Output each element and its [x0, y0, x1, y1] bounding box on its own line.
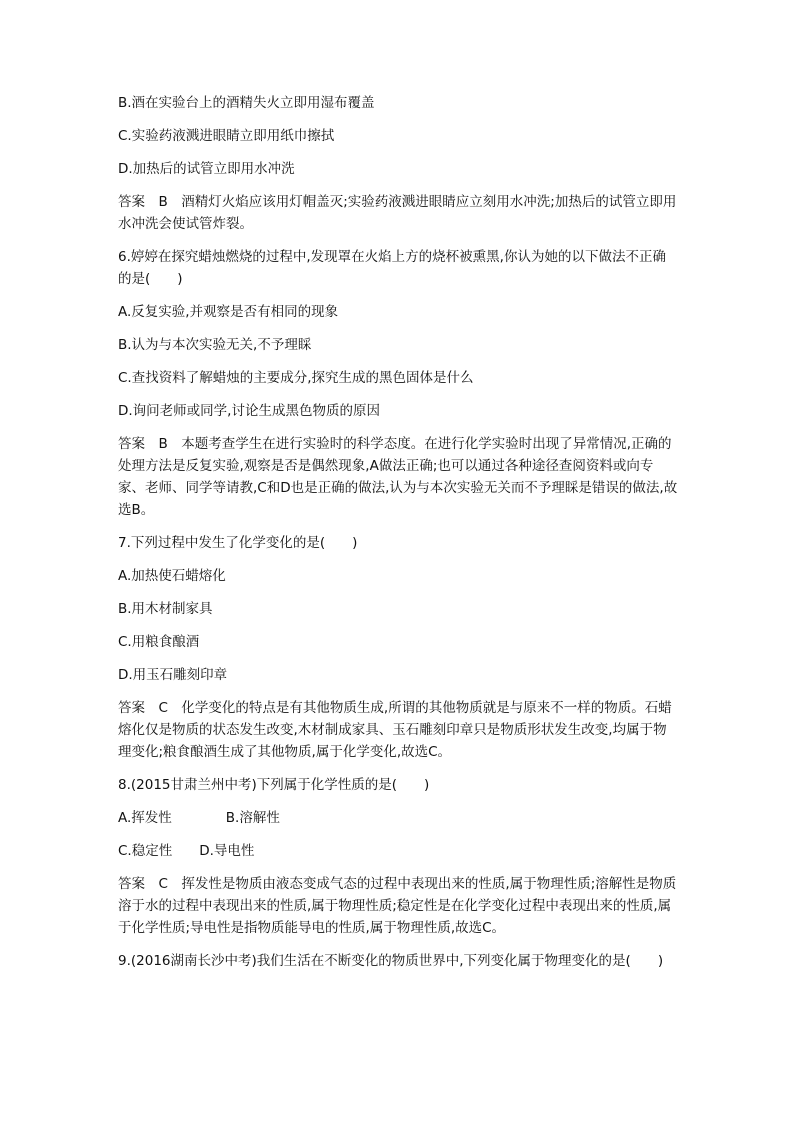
option-line: C.查找资料了解蜡烛的主要成分,探究生成的黑色固体是什么: [118, 370, 474, 386]
option-line: D.用玉石雕刻印章: [118, 667, 228, 683]
option-line: D.加热后的试管立即用水冲洗: [118, 161, 295, 177]
option-line: A.反复实验,并观察是否有相同的现象: [118, 304, 339, 320]
option-line: A.加热使石蜡熔化: [118, 568, 226, 584]
question-line: 7.下列过程中发生了化学变化的是( ): [118, 535, 358, 551]
option-line: C.用粮食酿酒: [118, 634, 200, 650]
option-line: D.询问老师或同学,讨论生成黑色物质的原因: [118, 403, 380, 419]
question-line: 6.婷婷在探究蜡烛燃烧的过程中,发现罩在火焰上方的烧杯被熏黑,你认为她的以下做法不正确的是( ): [118, 249, 666, 287]
answer-paragraph: 答案 C 化学变化的特点是有其他物质生成,所谓的其他物质就是与原来不一样的物质。石蜡熔化仅是物质的状态发生改变,木材制成家具、玉石雕刻印章只是物质形状发生改变,均属于物理变化;粮食酿酒生成了其他物质,属于化学变化,故选C。: [118, 700, 672, 760]
document-page: [118, 92, 678, 983]
option-line: B.酒在实验台上的酒精失火立即用湿布覆盖: [118, 95, 375, 111]
question-line: 9.(2016湖南长沙中考)我们生活在不断变化的物质世界中,下列变化属于物理变化的是( ): [118, 953, 664, 969]
option-line: A.挥发性 B.溶解性: [118, 810, 280, 826]
option-line: C.实验药液溅进眼睛立即用纸巾擦拭: [118, 128, 335, 144]
question-line: 8.(2015甘肃兰州中考)下列属于化学性质的是( ): [118, 777, 430, 793]
answer-paragraph: 答案 C 挥发性是物质由液态变成气态的过程中表现出来的性质,属于物理性质;溶解性是物质溶于水的过程中表现出来的性质,属于物理性质;稳定性是在化学变化过程中表现出来的性质,属于化学性质;导电性是指物质能导电的性质,属于物理性质,故选C。: [118, 876, 677, 936]
answer-paragraph: 答案 B 酒精灯火焰应该用灯帽盖灭;实验药液溅进眼睛应立刻用水冲洗;加热后的试管立即用水冲洗会使试管炸裂。: [118, 194, 677, 232]
answer-paragraph: 答案 B 本题考查学生在进行实验时的科学态度。在进行化学实验时出现了异常情况,正确的处理方法是反复实验,观察是否是偶然现象,A做法正确;也可以通过各种途径查阅资料或向专家、老师、同学等请教,C和D也是正确的做法,认为与本次实验无关而不予理睬是错误的做法,故选B。: [118, 436, 678, 518]
option-line: C.稳定性 D.导电性: [118, 843, 255, 859]
option-line: B.认为与本次实验无关,不予理睬: [118, 337, 312, 353]
option-line: B.用木材制家具: [118, 601, 213, 617]
